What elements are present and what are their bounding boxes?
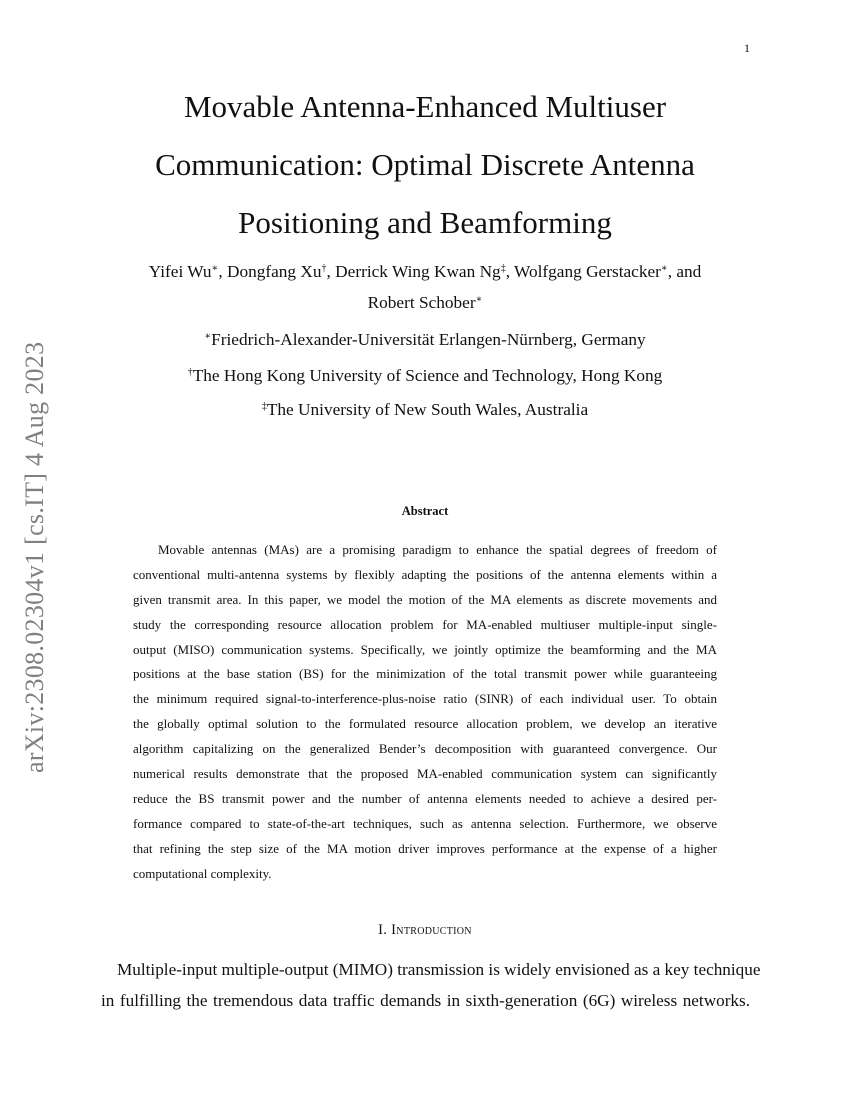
page-number: 1 <box>744 41 750 55</box>
abstract-line: reduce the BS transmit power and the number of antenna elements needed to achieve a desired per- <box>133 790 717 806</box>
author-name: Dongfang Xu <box>226 262 322 281</box>
paper-title <box>100 78 750 252</box>
abstract-line: study the corresponding resource allocation problem for MA-enabled multiuser multiple-input single- <box>133 616 717 632</box>
abstract-line: given transmit area. In this paper, we model the motion of the MA elements as discrete movements and <box>133 591 717 607</box>
title-line: Communication: Optimal Discrete Antenna <box>155 147 695 182</box>
affiliation-line: ‡The University of New South Wales, Australia <box>261 400 589 419</box>
section-title: Introduction <box>391 922 472 938</box>
author-name: Robert Schober <box>367 293 476 312</box>
affiliation-mark: ‡ <box>500 263 506 274</box>
title-line: Movable Antenna-Enhanced Multiuser <box>183 89 667 124</box>
title-line: Positioning and Beamforming <box>238 205 612 240</box>
abstract-line: formance compared to state-of-the-art techniques, such as antenna selection. Furthermore, we observe <box>133 815 717 831</box>
abstract-text <box>133 538 717 886</box>
affiliation-mark: † <box>321 263 327 274</box>
section-number: I. <box>378 922 388 938</box>
affiliation-mark: ∗ <box>475 294 483 305</box>
abstract-line: computational complexity. <box>133 865 272 881</box>
section-heading <box>0 922 850 939</box>
abstract-line: the globally optimal solution to the formulated resource allocation problem, we develop an iterative <box>133 716 717 732</box>
body-line: Multiple-input multiple-output (MIMO) transmission is widely envisioned as a key technique <box>117 960 761 979</box>
abstract-line: Movable antennas (MAs) are a promising paradigm to enhance the spatial degrees of freedom of <box>158 542 717 557</box>
author-name: Wolfgang Gerstacker <box>514 262 661 281</box>
abstract-line: algorithm capitalizing on the generalized Bender’s decomposition with guaranteed convergence. Our <box>133 741 717 757</box>
abstract-line: positions at the base station (BS) for the minimization of the total transmit power while guaranteeing <box>133 666 717 682</box>
author-name: Derrick Wing Kwan Ng <box>335 262 501 281</box>
arxiv-identifier-stamp: arXiv:2308.02304v1 [cs.IT] 4 Aug 2023 <box>20 341 49 773</box>
affiliation-mark: ∗ <box>211 263 219 274</box>
abstract-line: conventional multi-antenna systems by flexibly adapting the positions of the antenna elements within a <box>133 566 717 582</box>
abstract-line: output (MISO) communication systems. Specifically, we jointly optimize the beamforming and the MA <box>133 641 717 657</box>
abstract-line: that refining the step size of the MA motion driver improves performance at the expense of a higher <box>133 840 717 856</box>
introduction-text <box>101 954 761 1016</box>
author-name: Yifei Wu <box>148 262 212 281</box>
affiliation-mark: ∗ <box>660 263 668 274</box>
abstract-line: numerical results demonstrate that the proposed MA-enabled communication system can significantly <box>133 766 717 782</box>
affiliation-mark: ‡ <box>261 401 267 412</box>
author-list: Yifei Wu∗, Dongfang Xu†, Derrick Wing Kwan Ng‡, Wolfgang Gerstacker∗, and Robert Schober∗ <box>148 262 702 312</box>
affiliation-mark: ∗ <box>204 331 212 342</box>
affiliation-mark: † <box>187 367 193 378</box>
body-line: in fulfilling the tremendous data traffic demands in sixth-generation (6G) wireless networks. <box>101 991 750 1010</box>
abstract-line: the minimum required signal-to-interference-plus-noise ratio (SINR) of each individual user. To obtain <box>133 691 717 707</box>
affiliation-line: †The Hong Kong University of Science and Technology, Hong Kong <box>187 366 663 385</box>
affiliation-line: ∗Friedrich-Alexander-Universität Erlangen-Nürnberg, Germany <box>204 330 646 349</box>
abstract-heading: Abstract <box>401 504 449 518</box>
